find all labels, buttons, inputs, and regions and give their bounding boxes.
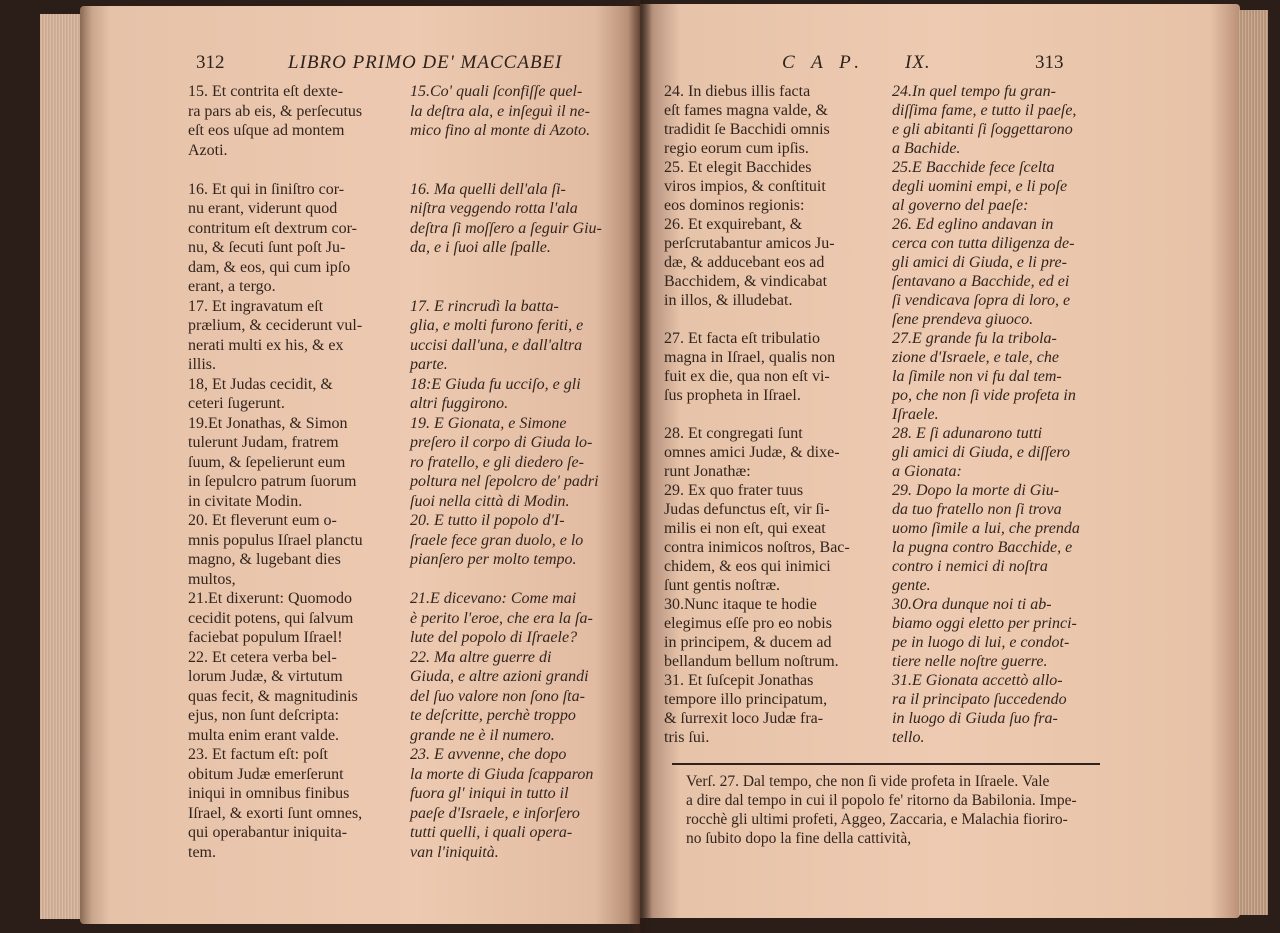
text-line: magno, & lugebant dies: [188, 551, 341, 568]
text-line: gente.: [892, 577, 931, 594]
text-line: [410, 258, 602, 278]
footnote-rule: [672, 763, 1100, 765]
text-line: dam, & eos, qui cum ipſo: [188, 258, 351, 276]
text-line: 31.E Gionata accettò allo-: [892, 672, 1063, 689]
text-line: 18:E Giuda fu ucciſo, e gli: [410, 375, 581, 393]
text-line: in luogo di Giuda ſuo fra-: [892, 710, 1058, 727]
text-line: tulerunt Judam, fratrem: [188, 434, 339, 451]
text-line: Bacchidem, & vindicabat: [664, 273, 828, 290]
text-line: 18, Et Judas cecidit, &: [188, 375, 333, 393]
text-line: magna in Iſrael, qualis non: [664, 349, 836, 366]
text-line: mico fino al monte di Azoto.: [410, 122, 591, 139]
text-line: la morte di Giuda ſcapparon: [410, 765, 594, 783]
text-line: ſuum, & ſepelierunt eum: [188, 453, 346, 471]
running-head-chapter-number: IX.: [905, 52, 931, 73]
text-line: 25.E Bacchide fece ſcelta: [892, 159, 1055, 176]
text-line: tiere nelle noſtre guerre.: [892, 653, 1048, 670]
latin-column-left: [188, 82, 363, 862]
text-line: ejus, non ſunt deſcripta:: [188, 707, 340, 724]
italian-column-right: [892, 82, 1080, 747]
text-line: 19.Et Jonathas, & Simon: [188, 414, 348, 432]
text-line: erant, a tergo.: [188, 278, 276, 295]
text-line: niſtra veggendo rotta l'ala: [410, 200, 578, 217]
text-line: 22. Ma altre guerre di: [410, 648, 552, 666]
text-line: 24. In diebus illis facta: [664, 83, 811, 100]
text-line: è perito l'eroe, che era la ſa-: [410, 609, 593, 627]
text-line: ſunt gentis noſtræ.: [664, 577, 780, 594]
text-line: tello.: [892, 729, 925, 746]
text-line: a Bachide.: [892, 140, 961, 157]
text-line: fuit ex die, qua non eſt vi-: [664, 368, 830, 385]
text-line: 30.Ora dunque noi ti ab-: [892, 596, 1052, 613]
text-line: la pugna contro Bacchide, e: [892, 539, 1073, 556]
text-line: 27.E grande fu la tribola-: [892, 330, 1057, 347]
text-line: biamo oggi eletto per princi-: [892, 615, 1077, 632]
text-line: contro i nemici di noſtra: [892, 558, 1048, 575]
text-line: multos,: [188, 570, 236, 588]
text-line: iniqui in omnibus finibus: [188, 785, 350, 802]
text-line: 28. Et congregati ſunt: [664, 425, 803, 442]
text-line: in illos, & illudebat.: [664, 292, 793, 309]
text-line: 22. Et cetera verba bel-: [188, 648, 337, 666]
text-line: ſene prendeva giuoco.: [892, 311, 1034, 328]
text-line: [664, 310, 850, 329]
text-line: ſraele fece gran duolo, e lo: [410, 531, 584, 549]
text-line: in civitate Modin.: [188, 492, 303, 510]
text-line: preſero il corpo di Giuda lo-: [410, 434, 593, 451]
text-line: ſi vendicava ſopra di loro, e: [892, 292, 1071, 309]
text-line: [188, 160, 363, 180]
text-line: 30.Nunc itaque te hodie: [664, 596, 817, 613]
text-line: elegimus eſſe pro eo nobis: [664, 615, 832, 632]
text-line: la deſtra ala, e inſeguì il ne-: [410, 102, 590, 120]
text-line: paeſe d'Israele, e inſorſero: [410, 804, 580, 822]
text-line: po, che non ſi vide profeta in: [892, 387, 1076, 404]
text-line: eos dominos regionis:: [664, 197, 805, 214]
text-line: [410, 277, 602, 297]
text-line: gli amici di Giuda, e diſſero: [892, 444, 1071, 461]
text-line: in ſepulcro patrum ſuorum: [188, 473, 357, 490]
text-line: degli uomini empi, e li poſe: [892, 178, 1068, 195]
text-line: zione d'Israele, e tale, che: [892, 349, 1059, 366]
text-line: ſentavano a Bacchide, ed ei: [892, 273, 1070, 290]
text-line: [664, 405, 850, 424]
text-line: 23. Et factum eſt: poſt: [188, 746, 328, 763]
text-line: 21.Et dixerunt: Quomodo: [188, 590, 352, 607]
text-line: obitum Judæ emerſerunt: [188, 765, 344, 783]
text-line: omnes amici Judæ, & dixe-: [664, 444, 840, 461]
text-line: [410, 570, 602, 590]
text-line: [410, 141, 602, 161]
text-line: fuora gl' iniqui in tutto il: [410, 785, 569, 802]
text-line: quas fecit, & magnitudinis: [188, 687, 358, 705]
text-line: 16. Et qui in ſiniſtro cor-: [188, 180, 345, 198]
text-line: eſt eos uſque ad montem: [188, 122, 345, 139]
text-line: ceteri ſugerunt.: [188, 395, 285, 412]
text-line: 20. E tutto il popolo d'I-: [410, 512, 565, 529]
latin-column-right: [664, 82, 850, 747]
text-line: faciebat populum Iſrael!: [188, 629, 343, 646]
text-line: 29. Ex quo frater tuus: [664, 482, 804, 499]
text-line: tris ſui.: [664, 729, 710, 746]
text-line: a Gionata:: [892, 463, 962, 480]
text-line: 27. Et facta eſt tribulatio: [664, 330, 820, 347]
text-line: deſtra ſi moſſero a ſeguir Giu-: [410, 219, 602, 237]
text-line: nerati multi ex his, & ex: [188, 336, 344, 354]
page-number-left: 312: [196, 52, 225, 73]
text-line: illis.: [188, 356, 217, 373]
footnote-line: no ſubito dopo la fine della cattività,: [686, 830, 912, 847]
text-line: 21.E dicevano: Come mai: [410, 590, 577, 607]
text-line: 17. E rincrudì la batta-: [410, 297, 559, 315]
text-line: perſcrutabantur amicos Ju-: [664, 235, 835, 252]
text-line: 26. Ed eglino andavan in: [892, 216, 1054, 233]
text-line: contritum eſt dextrum cor-: [188, 219, 357, 237]
text-line: tradidit ſe Bacchidi omnis: [664, 121, 830, 138]
text-line: ra pars ab eis, & perſecutus: [188, 102, 363, 120]
text-line: altri fuggirono.: [410, 395, 509, 412]
text-line: eſt fames magna valde, &: [664, 102, 828, 119]
text-line: lorum Judæ, & virtutum: [188, 668, 343, 685]
page-number-right: 313: [1035, 52, 1064, 73]
text-line: mnis populus Iſrael planctu: [188, 531, 363, 549]
text-line: Iſrael, & exorti ſunt omnes,: [188, 804, 363, 822]
text-line: multa enim erant valde.: [188, 726, 340, 744]
text-line: pianſero per molto tempo.: [410, 551, 577, 568]
italian-column-left: [410, 82, 602, 862]
text-line: runt Jonathæ:: [664, 463, 751, 480]
text-line: 15. Et contrita eſt dexte-: [188, 83, 344, 100]
text-line: cerca con tutta diligenza de-: [892, 235, 1075, 252]
text-line: la ſimile non vi fu dal tem-: [892, 368, 1062, 385]
text-line: tempore illo principatum,: [664, 691, 828, 708]
text-line: da, e i ſuoi alle ſpalle.: [410, 239, 551, 256]
text-line: 24.In quel tempo fu gran-: [892, 83, 1056, 100]
text-line: 15.Co' quali ſconfiſſe quel-: [410, 83, 583, 100]
text-line: ſus propheta in Iſrael.: [664, 387, 801, 404]
text-line: regio eorum cum ipſis.: [664, 140, 809, 157]
running-head-left: LIBRO PRIMO DE' MACCABEI: [288, 52, 563, 73]
text-line: parte.: [410, 356, 448, 373]
text-line: pe in luogo di lui, e condot-: [892, 634, 1070, 651]
page-edges-right: [1238, 10, 1268, 915]
text-line: Giuda, e altre azioni grandi: [410, 668, 589, 685]
text-line: tutti quelli, i quali opera-: [410, 824, 573, 841]
text-line: grande ne è il numero.: [410, 726, 555, 744]
text-line: [410, 160, 602, 180]
text-line: van l'iniquità.: [410, 843, 499, 861]
running-head-chapter: C A P.: [782, 52, 865, 73]
text-line: contra inimicos noſtros, Bac-: [664, 539, 850, 556]
text-line: 25. Et elegit Bacchides: [664, 159, 812, 176]
footnote-line: Verſ. 27. Dal tempo, che non ſi vide profeta in Iſraele. Vale: [686, 773, 1050, 790]
text-line: qui operabantur iniquita-: [188, 824, 348, 841]
text-line: nu erant, viderunt quod: [188, 200, 338, 217]
text-line: in principem, & ducem ad: [664, 634, 832, 651]
text-line: cecidit potens, qui ſalvum: [188, 609, 354, 627]
page-edges-left: [40, 14, 84, 919]
text-line: al governo del paeſe:: [892, 197, 1029, 214]
text-line: 23. E avvenne, che dopo: [410, 746, 567, 763]
text-line: tem.: [188, 843, 216, 861]
text-line: bellandum bellum noſtrum.: [664, 653, 839, 670]
text-line: prælium, & ceciderunt vul-: [188, 317, 363, 334]
text-line: poltura nel ſepolcro de' padri: [410, 473, 599, 490]
text-line: 20. Et fleverunt eum o-: [188, 512, 337, 529]
footnote-line: a dire dal tempo in cui il popolo fe' ritorno da Babilonia. Impe-: [686, 792, 1077, 809]
footnote-line: rocchè gli ultimi profeti, Aggeo, Zaccaria, e Malachia fioriro-: [686, 811, 1068, 828]
text-line: 31. Et ſuſcepit Jonathas: [664, 672, 814, 689]
text-line: Azoti.: [188, 141, 228, 159]
text-line: 17. Et ingravatum eſt: [188, 297, 324, 315]
text-line: Judas defunctus eſt, vir ſi-: [664, 501, 830, 518]
text-line: uomo ſimile a lui, che prenda: [892, 520, 1080, 537]
text-line: nu, & ſecuti ſunt poſt Ju-: [188, 239, 346, 256]
text-line: 16. Ma quelli dell'ala ſi-: [410, 180, 566, 198]
text-line: Iſraele.: [892, 406, 939, 423]
text-line: 29. Dopo la morte di Giu-: [892, 482, 1060, 499]
text-line: te deſcritte, perchè troppo: [410, 707, 576, 724]
text-line: dæ, & adducebant eos ad: [664, 254, 825, 271]
text-line: glia, e molti furono feriti, e: [410, 317, 584, 334]
text-line: ra il principato ſuccedendo: [892, 691, 1067, 708]
text-line: 26. Et exquirebant, &: [664, 216, 803, 233]
book-gutter: [628, 0, 652, 933]
text-line: chidem, & eos qui inimici: [664, 558, 831, 575]
text-line: ro fratello, e gli diedero ſe-: [410, 453, 584, 471]
text-line: lute del popolo di Iſraele?: [410, 629, 578, 646]
text-line: & ſurrexit loco Judæ fra-: [664, 710, 824, 727]
text-line: e gli abitanti ſi ſoggettarono: [892, 121, 1073, 138]
text-line: uccisi dall'una, e dall'altra: [410, 336, 583, 354]
text-line: del ſuo valore non ſono ſta-: [410, 687, 585, 705]
text-line: da tuo fratello non ſi trova: [892, 501, 1062, 518]
text-line: gli amici di Giuda, e li pre-: [892, 254, 1067, 271]
text-line: 28. E ſi adunarono tutti: [892, 425, 1043, 442]
footnote: [686, 772, 1077, 848]
text-line: 19. E Gionata, e Simone: [410, 414, 567, 432]
text-line: viros impios, & conſtituit: [664, 178, 826, 195]
text-line: milis ei non eſt, qui exeat: [664, 520, 826, 537]
text-line: diſſima fame, e tutto il paeſe,: [892, 102, 1077, 119]
text-line: ſuoi nella città di Modin.: [410, 492, 570, 510]
